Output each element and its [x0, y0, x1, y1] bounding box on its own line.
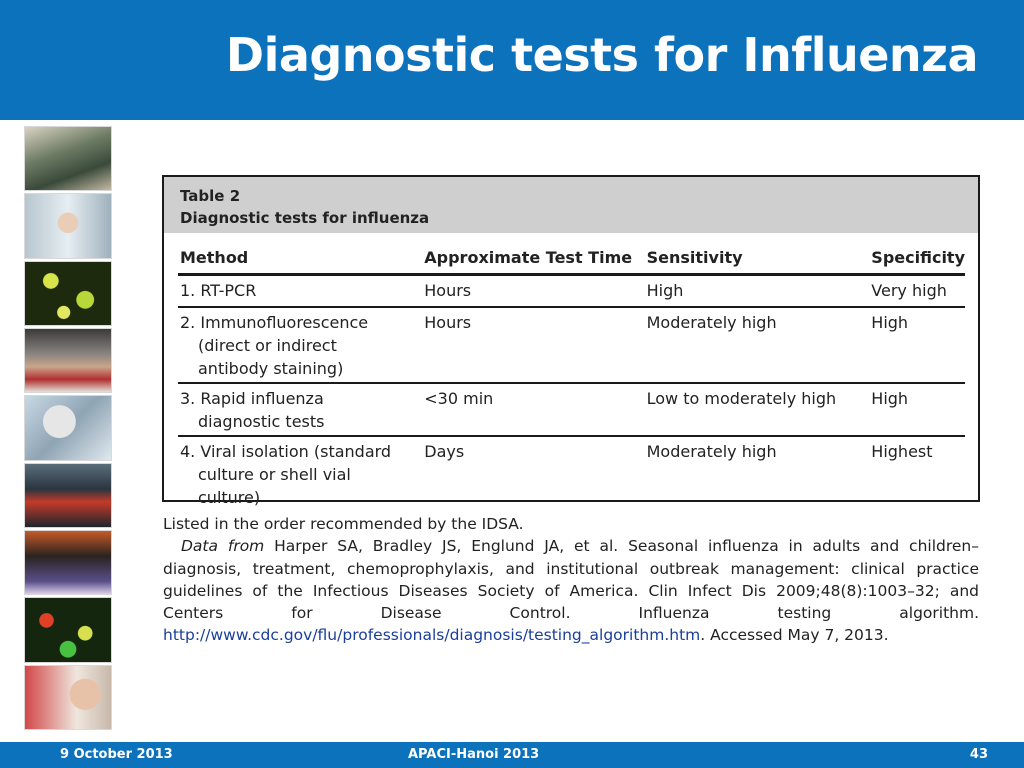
method-cell	[178, 307, 422, 383]
lab-equipment-photo	[24, 395, 112, 460]
stained-cells-photo	[24, 597, 112, 662]
method-line: 3. Rapid influenza	[180, 389, 324, 408]
table-notes	[163, 513, 979, 647]
method-line: 2. Immunofluorescence	[180, 313, 369, 332]
nasal-swab-photo	[24, 665, 112, 730]
method-cell	[178, 436, 422, 512]
column-header-test-time: Approximate Test Time	[422, 241, 644, 275]
method-line: culture)	[198, 488, 261, 507]
table-row	[178, 307, 965, 383]
column-header-method: Method	[178, 241, 422, 275]
table-title: Diagnostic tests for influenza	[180, 209, 430, 227]
technician-pipette-photo	[24, 463, 112, 528]
source-citation	[163, 535, 979, 646]
table-caption	[164, 177, 978, 233]
time-cell: <30 min	[422, 383, 644, 436]
researcher-bottles-photo	[24, 193, 112, 258]
lab-worker-photo	[24, 126, 112, 191]
table-row	[178, 275, 965, 308]
time-cell: Hours	[422, 307, 644, 383]
method-line: diagnostic tests	[198, 412, 325, 431]
method-cell	[178, 275, 422, 308]
sensitivity-cell: Moderately high	[645, 307, 870, 383]
method-line: culture or shell vial	[198, 465, 351, 484]
method-line: antibody staining)	[198, 359, 344, 378]
diagnostic-table-figure	[162, 175, 980, 507]
diagnostic-tests-table	[178, 241, 965, 512]
accessed-text: . Accessed May 7, 2013.	[700, 626, 889, 645]
slide-number: 43	[969, 747, 988, 762]
time-cell: Days	[424, 442, 465, 461]
citation-text: Harper SA, Bradley JS, Englund JA, et al. Seasonal influenza in adults and children–diagnosis, treatment, chemoprophylaxis, and institutional outbreak management: clinical practice guidelines of the Infectious Diseases Society of America. Clin Infect Dis 2009;48(8):1003–32; and Centers for Disease Control. Influenza testing algorithm.	[163, 537, 979, 623]
specificity-cell: High	[869, 383, 965, 436]
specificity-cell: Highest	[871, 442, 933, 461]
table-number: Table 2	[180, 187, 241, 205]
microscope-photo	[24, 530, 112, 595]
data-from-label: Data from	[181, 537, 265, 556]
method-line: 4. Viral isolation (standard	[180, 442, 392, 461]
footer-event: APACI-Hanoi 2013	[408, 747, 540, 762]
sensitivity-cell: Low to moderately high	[645, 383, 870, 436]
fluorescent-cells-photo	[24, 261, 112, 326]
table-row	[178, 436, 965, 512]
sensitivity-cell: Moderately high	[646, 442, 777, 461]
slide-title: Diagnostic tests for Influenza	[225, 28, 978, 82]
footer-date: 9 October 2013	[60, 747, 173, 762]
method-line: (direct or indirect	[198, 336, 337, 355]
title-bar	[0, 0, 1024, 120]
footer-bar	[0, 742, 1024, 768]
photo-strip	[24, 126, 112, 730]
column-header-specificity: Specificity	[869, 241, 965, 275]
table-header-row	[178, 241, 965, 275]
specificity-cell: Very high	[869, 275, 965, 308]
specificity-cell: High	[869, 307, 965, 383]
table-row	[178, 383, 965, 436]
sensitivity-cell: High	[645, 275, 870, 308]
method-line: 1. RT-PCR	[180, 281, 257, 300]
order-note: Listed in the order recommended by the IDSA.	[163, 515, 524, 533]
culture-dishes-photo	[24, 328, 112, 393]
method-cell	[178, 383, 422, 436]
cdc-link[interactable]: http://www.cdc.gov/flu/professionals/diagnosis/testing_algorithm.htm	[163, 626, 701, 645]
column-header-sensitivity: Sensitivity	[645, 241, 870, 275]
time-cell: Hours	[422, 275, 644, 308]
